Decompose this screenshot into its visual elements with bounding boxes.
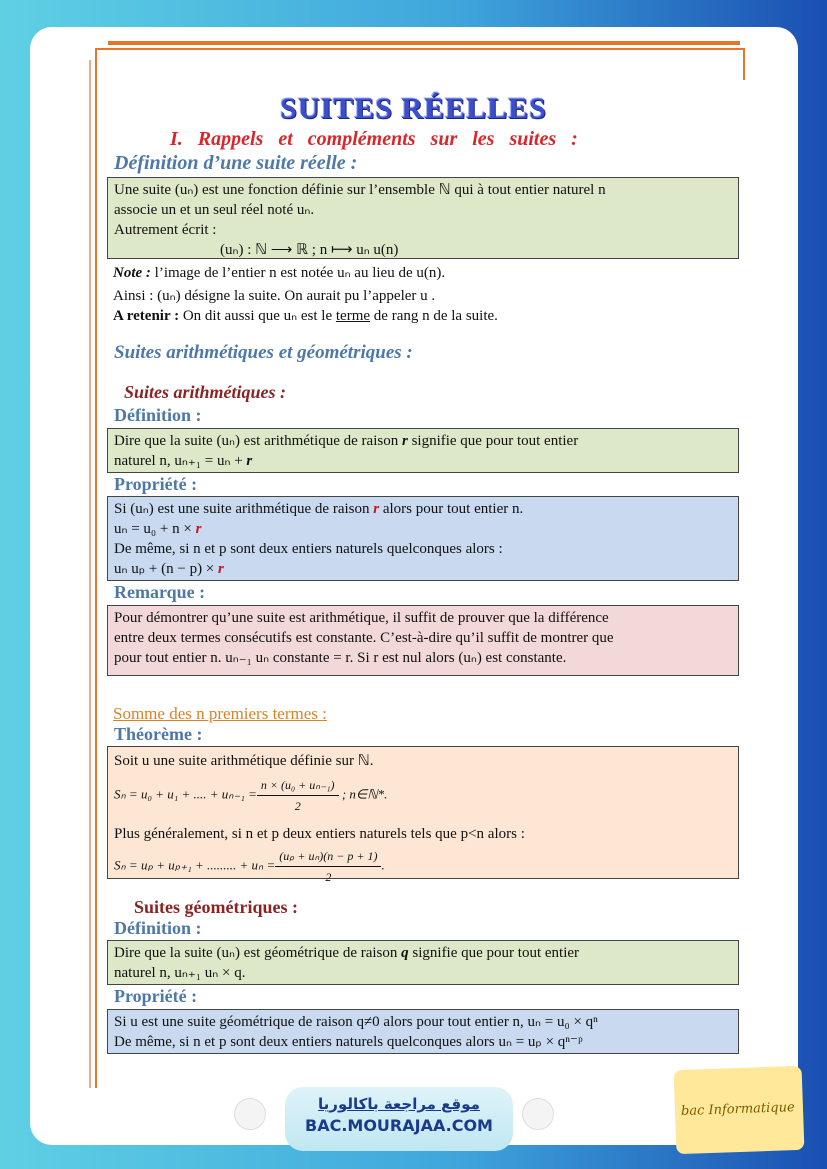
somme-box	[107, 746, 739, 884]
somme-heading: Somme des n premiers termes :	[113, 704, 327, 723]
somme-f2-right: .	[381, 857, 385, 873]
somme-formula-1	[114, 775, 732, 816]
note-label: Note :	[113, 265, 151, 281]
ainsi-line: Ainsi : (uₙ) désigne la suite. On aurait pu l’appeler u .	[113, 288, 436, 304]
badge-text: bac Informatique	[680, 1100, 795, 1120]
arith-def-box	[107, 428, 739, 473]
arith-prop-r: r	[373, 501, 380, 517]
somme-f1-fraction	[257, 775, 339, 816]
decor-frame-top-inner	[95, 48, 745, 50]
geo-prop-line-2: De même, si n et p sont deux entiers naturels quelconques alors uₙ = uₚ × qⁿ⁻ᵖ	[114, 1034, 583, 1050]
definition-box	[107, 177, 739, 259]
definition-line-3: Autrement écrit :	[114, 222, 217, 238]
decor-frame-right	[743, 48, 745, 80]
arith-prop-line-4	[114, 559, 732, 579]
arith-prop-label: Propriété :	[114, 474, 198, 494]
retenir-terme: terme	[335, 308, 371, 324]
bac-informatique-badge	[674, 1066, 805, 1154]
arith-def-line-1	[114, 431, 732, 451]
logo-left-icon	[234, 1098, 266, 1130]
arith-rem-label: Remarque :	[114, 582, 206, 602]
arith-def-line-2	[114, 451, 732, 471]
arith-geo-heading: Suites arithmétiques et géométriques :	[114, 342, 413, 363]
retenir-label: A retenir :	[113, 308, 180, 324]
page-title: SUITES RÉELLES	[280, 92, 547, 125]
arith-prop-line-2	[114, 519, 732, 539]
arith-prop-text-b: alors pour tout entier n.	[379, 501, 524, 517]
arith-def-text-b: signifie que pour tout entier	[407, 433, 579, 449]
logo-right-icon	[522, 1098, 554, 1130]
retenir-text-b: de rang n de la suite.	[370, 308, 498, 324]
arith-prop-formula: uₙ = u₀ + n ×	[114, 521, 196, 537]
somme-f1-den: 2	[294, 799, 301, 813]
site-url[interactable]: BAC.MOURAJAA.COM	[305, 1116, 493, 1135]
decor-frame-left	[95, 48, 97, 1088]
definition-line-1: Une suite (uₙ) est une fonction définie sur l’ensemble ℕ qui à tout entier naturel n	[114, 182, 606, 198]
somme-f2-num: (uₚ + uₙ)(n − p + 1)	[275, 846, 381, 867]
arith-prop-text-a: Si (uₙ) est une suite arithmétique de raison	[114, 501, 374, 517]
definition-mapping: (uₙ) : ℕ ⟶ ℝ ; n ⟼ uₙ u(n)	[220, 242, 399, 258]
somme-f1-num: n × (u₀ + uₙ₋₁)	[257, 775, 339, 796]
arith-def-text-c: naturel n, uₙ₊₁ = uₙ +	[114, 453, 247, 469]
geo-prop-label: Propriété :	[114, 986, 198, 1006]
arith-def-r-2: r	[246, 453, 253, 469]
definition-heading: Définition d’une suite réelle :	[114, 152, 358, 174]
arith-rem-line-2: entre deux termes consécutifs est constante. C’est-à-dire qu’il suffit de montrer que	[114, 630, 614, 646]
somme-f2-fraction	[275, 846, 381, 887]
geo-def-line-1	[114, 943, 732, 963]
arith-def-text-a: Dire que la suite (uₙ) est arithmétique de raison	[114, 433, 402, 449]
arith-rem-line-3: pour tout entier n. uₙ₋₁ uₙ constante = r. Si r est nul alors (uₙ) est constante.	[114, 650, 567, 666]
arith-rem-box	[107, 605, 739, 676]
arith-prop-formula-2: uₙ uₚ + (n − p) ×	[114, 561, 219, 577]
arith-rem-line-1: Pour démontrer qu’une suite est arithmétique, il suffit de prouver que la différence	[114, 610, 609, 626]
retenir-text-a: On dit aussi que uₙ est le	[179, 308, 336, 324]
geo-heading: Suites géométriques :	[134, 897, 298, 917]
somme-theo-label: Théorème :	[114, 724, 203, 744]
note-text: l’image de l’entier n est notée uₙ au lieu de u(n).	[150, 265, 446, 281]
geo-def-text-b: signifie que pour tout entier	[408, 945, 580, 961]
somme-line-2: Plus généralement, si n et p deux entiers naturels tels que p<n alors :	[114, 826, 525, 842]
site-banner[interactable]	[285, 1087, 513, 1151]
somme-line-1: Soit u une suite arithmétique définie sur ℕ.	[114, 753, 374, 769]
geo-prop-line-1: Si u est une suite géométrique de raison q≠0 alors pour tout entier n, uₙ = u₀ × qⁿ	[114, 1014, 598, 1030]
arith-prop-r-3: r	[218, 561, 224, 577]
arith-prop-line-3: De même, si n et p sont deux entiers naturels quelconques alors :	[114, 541, 503, 557]
geo-def-q: q	[401, 945, 409, 961]
note-line	[113, 263, 445, 282]
somme-f1-right: ; n∈ℕ*.	[338, 786, 388, 802]
arith-prop-r-2: r	[195, 521, 202, 537]
geo-def-line-2: naturel n, uₙ₊₁ uₙ × q.	[114, 965, 246, 981]
geo-def-label: Définition :	[114, 918, 202, 938]
arith-prop-line-1	[114, 499, 732, 519]
retenir-line	[113, 306, 498, 325]
geo-prop-box	[107, 1009, 739, 1054]
somme-f2-left: Sₙ = uₚ + uₚ₊₁ + ......... + uₙ =	[114, 857, 276, 873]
somme-formula-2	[114, 846, 732, 887]
somme-f1-left: Sₙ = u₀ + u₁ + .... + uₙ₋₁ =	[114, 786, 257, 802]
decor-frame-left-outer	[89, 60, 91, 1088]
geo-def-box	[107, 940, 739, 985]
site-name-arabic: موقع مراجعة باكالوريا	[318, 1095, 480, 1113]
geo-def-text-a: Dire que la suite (uₙ) est géométrique de raison	[114, 945, 402, 961]
somme-f2-den: 2	[325, 870, 332, 884]
decor-frame-top	[108, 41, 740, 45]
arith-def-label: Définition :	[114, 405, 202, 425]
arith-def-r: r	[401, 433, 408, 449]
section-1-title: I. Rappels et compléments sur les suites :	[170, 128, 578, 150]
arith-prop-box	[107, 496, 739, 581]
arith-heading: Suites arithmétiques :	[124, 382, 287, 402]
definition-line-2: associe un et un seul réel noté uₙ.	[114, 202, 315, 218]
